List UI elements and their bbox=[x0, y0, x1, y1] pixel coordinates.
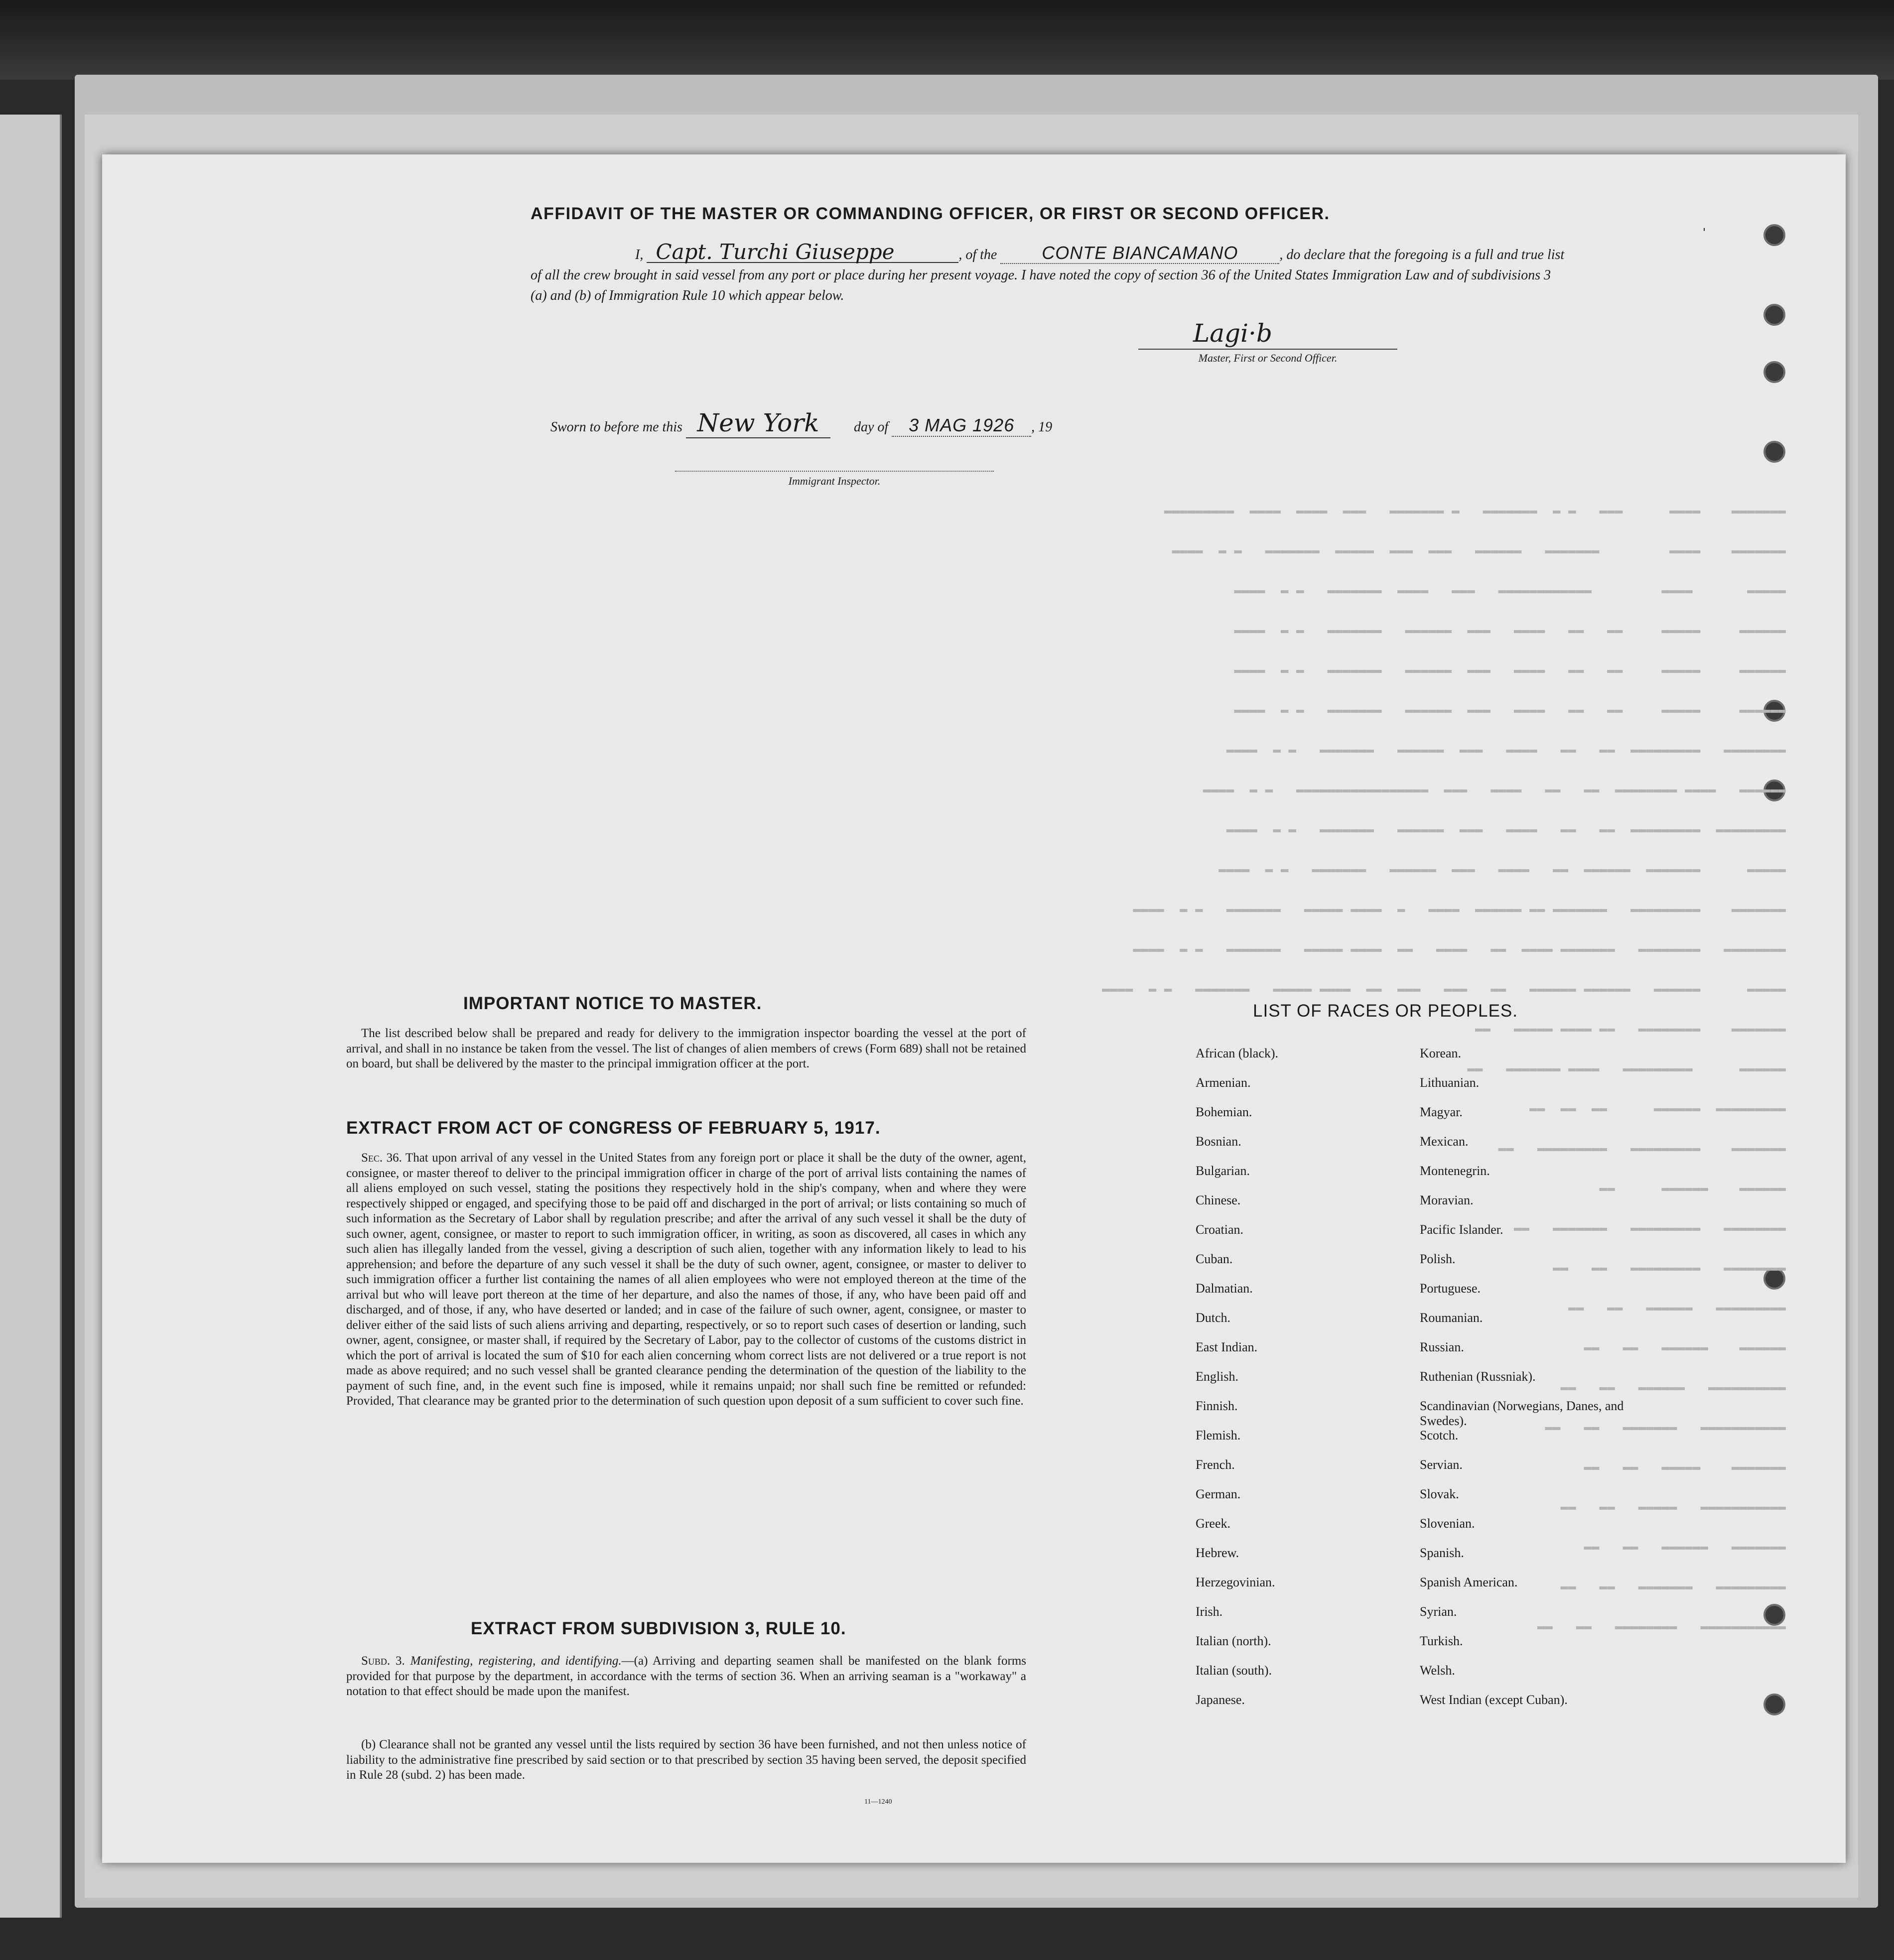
race-item: Magyar. bbox=[1420, 1105, 1463, 1119]
race-item: Dalmatian. bbox=[1196, 1281, 1253, 1296]
race-item: Chinese. bbox=[1196, 1193, 1241, 1207]
race-item: Hebrew. bbox=[1196, 1546, 1239, 1560]
race-item: Korean. bbox=[1420, 1046, 1462, 1060]
race-item: Bulgarian. bbox=[1196, 1164, 1250, 1178]
race-item: Turkish. bbox=[1420, 1634, 1463, 1648]
officer-signature: Lagi·b bbox=[1193, 319, 1272, 348]
form-number: 11—1240 bbox=[864, 1798, 892, 1806]
race-item: Russian. bbox=[1420, 1340, 1464, 1354]
race-item: Montenegrin. bbox=[1420, 1164, 1490, 1178]
punch-hole bbox=[1763, 304, 1785, 326]
year-suffix: , 19 bbox=[1031, 419, 1053, 435]
race-item: Moravian. bbox=[1420, 1193, 1474, 1207]
race-item: Armenian. bbox=[1196, 1075, 1251, 1090]
race-item: Roumanian. bbox=[1420, 1310, 1483, 1325]
manifest-page bbox=[102, 154, 1846, 1863]
scanner-backdrop bbox=[0, 0, 1894, 80]
races-list-left bbox=[1196, 1046, 1278, 1722]
officer-name-handwritten: Capt. Turchi Giuseppe bbox=[647, 242, 958, 263]
notice-text: The list described below shall be prepared and ready for delivery to the immigration inspector boarding the vessel at the port of arrival, and shall in no instance be taken from the vessel. The list of changes of alien members of crews (Form 689) shall not be retained on board, but shall be delivered by the master to the principal immigration officer at the port. bbox=[346, 1027, 1026, 1070]
race-item: English. bbox=[1196, 1369, 1238, 1384]
race-item: Mexican. bbox=[1420, 1134, 1469, 1149]
race-item: Lithuanian. bbox=[1420, 1075, 1480, 1090]
rule-extract-heading: EXTRACT FROM SUBDIVISION 3, RULE 10. bbox=[471, 1619, 846, 1638]
punch-hole bbox=[1763, 224, 1785, 246]
race-item: Dutch. bbox=[1196, 1310, 1231, 1325]
race-item: African (black). bbox=[1196, 1046, 1279, 1060]
race-item: Slovak. bbox=[1420, 1487, 1459, 1501]
sworn-prefix: Sworn to before me this bbox=[550, 419, 682, 435]
race-item: Greek. bbox=[1196, 1516, 1231, 1531]
sworn-place-handwritten: New York bbox=[686, 408, 830, 438]
sworn-line bbox=[550, 408, 1052, 438]
race-item: Welsh. bbox=[1420, 1663, 1455, 1678]
subd-label: Subd. 3. bbox=[361, 1654, 405, 1668]
race-item: Herzegovinian. bbox=[1196, 1575, 1275, 1589]
race-item: German. bbox=[1196, 1487, 1241, 1501]
signature-caption: Master, First or Second Officer. bbox=[1138, 349, 1397, 365]
race-item: Bosnian. bbox=[1196, 1134, 1241, 1149]
races-heading: LIST OF RACES OR PEOPLES. bbox=[1253, 1001, 1518, 1021]
subdivision-3a-text bbox=[346, 1654, 1026, 1699]
section-36-text bbox=[346, 1151, 1026, 1409]
vessel-name-stamp: CONTE BIANCAMANO bbox=[1000, 243, 1279, 264]
race-item: Japanese. bbox=[1196, 1693, 1245, 1707]
sworn-date-stamp: 3 MAG 1926 bbox=[892, 415, 1031, 437]
punch-hole bbox=[1763, 1694, 1785, 1715]
punch-hole bbox=[1763, 441, 1785, 463]
section-36-body: That upon arrival of any vessel in the United States from any foreign port or place it shall be the duty of the owner, agent, consignee, or master thereof to deliver to the principal immigration officer in charge of the port of arrival lists containing the names of all aliens employed on such vessel, stating the positions they respectively hold in the ship's company, when and where they were respectively shipped or engaged, and specifying those to be paid off and discharged in the port of arrival; or lists containing so much of such information as the Secretary of Labor shall by regulation prescribe; and after the arrival of any such vessel it shall be the duty of such owner, agent, consignee, or master to report to such immigration officer, in writing, as soon as discovered, all cases in which any such alien has illegally landed from the vessel, giving a description of such alien, together with any information likely to lead to his apprehension; and before the departure of any such vessel it shall be the duty of such owner, agent, consignee, or master to deliver to such immigration officer a further list containing the names of all alien employees who were not employed thereon at the time of the arrival but who will leave port thereon at the time of her departure, and also the names of those, if any, who have been paid off and discharged, and of those, if any, who have deserted or landed; and in case of the failure of such owner, agent, consignee, or master to deliver either of the said lists of such aliens arriving and departing, respectively, or so to report such cases of desertion or landing, such owner, agent, consignee, or master shall, if required by the Secretary of Labor, pay to the collector of customs of the customs district in which the port of arrival is located the sum of $10 for each alien concerning whom correct lists are not delivered or a true report is not made as above required; and no such vessel shall be granted clearance pending the determination of the question of the liability to the payment of such fine, and, in the event such fine is imposed, while it remains unpaid; nor shall such fine be remitted or refunded: Provided, That clearance may be granted prior to the determination of such question upon deposit of a sum sufficient to cover such fine. bbox=[346, 1151, 1027, 1408]
race-item: Finnish. bbox=[1196, 1399, 1238, 1413]
inspector-caption: Immigrant Inspector. bbox=[675, 471, 994, 488]
race-item: Servian. bbox=[1420, 1457, 1463, 1472]
race-item: French. bbox=[1196, 1457, 1235, 1472]
races-list-right bbox=[1420, 1046, 1629, 1722]
race-item: West Indian (except Cuban). bbox=[1420, 1693, 1568, 1707]
race-item: Scandinavian (Norwegians, Danes, and Swedes). bbox=[1420, 1399, 1624, 1428]
declaration-text: that the foregoing is a full and true list of all the crew brought in said vessel from any port or place during her present voyage. I have noted the copy of section 36 of the United States Immigration Law and of subdivisions 3 (a) and (b) of Immigration Rule 10 which appear below. bbox=[531, 247, 1565, 303]
race-item: Flemish. bbox=[1196, 1428, 1241, 1442]
declaration-prefix: I, bbox=[635, 247, 644, 262]
affidavit-title: AFFIDAVIT OF THE MASTER OR COMMANDING OFFICER, OR FIRST OR SECOND OFFICER. bbox=[531, 204, 1330, 223]
race-item: Polish. bbox=[1420, 1252, 1456, 1266]
affidavit-declaration bbox=[531, 242, 1567, 306]
race-item: Italian (south). bbox=[1196, 1663, 1272, 1678]
left-page-edge bbox=[0, 115, 62, 1918]
race-item: Pacific Islander. bbox=[1420, 1222, 1503, 1237]
section-36-label: Sec. 36. bbox=[361, 1151, 402, 1165]
race-item: East Indian. bbox=[1196, 1340, 1258, 1354]
race-item: Slovenian. bbox=[1420, 1516, 1475, 1531]
race-item: Scotch. bbox=[1420, 1428, 1459, 1442]
subd-a-body: —(a) Arriving and departing seamen shall be manifested on the blank forms provided for that purpose by the department, in accordance with the terms of section 36. When an arriving seaman is a "workaway" a notation to that effect should be made upon the manifest. bbox=[346, 1654, 1026, 1698]
race-item: Croatian. bbox=[1196, 1222, 1244, 1237]
act-extract-heading: EXTRACT FROM ACT OF CONGRESS OF FEBRUARY 5, 1917. bbox=[346, 1118, 881, 1138]
notice-heading: IMPORTANT NOTICE TO MASTER. bbox=[463, 994, 762, 1013]
do-declare-label: , do declare bbox=[1279, 247, 1346, 262]
bleed-through-crew-rows: ▬▬▬▬▬▬▬ ▬▬▬▬ ▬▬▬ ▬ ▬ ▬▬▬▬▬▬▬ ▬ ▬▬▬▬▬▬▬ ▬▬▬ ▬▬▬▬ ▬▬▬▬ ▬▬▬▬▬▬▬▬▬ ▬▬▬▬▬▬▬ ▬▬▬▬ ▬▬▬▬▬▬▬ ▬▬▬▬▬▬ ▬▬▬ ▬▬▬ ▬▬▬▬▬ ▬▬▬▬▬▬▬ ▬ ▬ ▬▬▬▬ ▬▬▬▬▬ ▬▬▬▬ ▬▬▬▬▬▬▬▬▬▬▬▬ ▬▬▬ ▬▬▬▬ ▬▬▬▬▬▬▬ ▬ ▬ ▬▬▬▬ ▬▬▬▬▬▬ ▬▬▬▬▬ ▬▬ ▬▬ ▬▬▬▬ ▬▬▬ ▬▬▬▬▬▬ ▬▬▬▬▬▬▬ ▬ ▬ ▬▬▬▬ ▬▬▬▬▬▬ ▬▬▬▬▬ ▬▬ ▬▬ ▬▬▬▬ ▬▬▬ ▬▬▬▬▬▬ ▬▬▬▬▬▬▬ ▬ ▬ ▬▬▬▬ ▬▬▬▬▬▬ ▬▬▬▬▬ ▬▬ ▬▬ ▬▬▬▬ ▬▬▬ ▬▬▬▬▬▬ ▬▬▬▬▬▬▬ ▬ ▬ ▬▬▬▬ ▬▬▬▬▬▬▬▬ ▬▬▬▬▬▬▬▬▬ ▬▬ ▬▬ ▬▬▬▬ ▬▬▬ ▬▬▬▬▬▬ ▬▬▬▬▬▬▬ ▬ ▬ ▬▬▬▬ ▬▬▬▬▬▬ ▬▬▬▬ ▬▬▬▬▬▬▬▬ ▬▬ ▬▬ ▬▬▬▬ ▬▬▬ ▬▬▬▬▬▬▬▬▬▬▬▬▬▬▬▬▬ ▬ ▬ ▬▬▬▬ ▬▬▬▬▬▬▬▬▬ ▬▬▬▬▬▬▬▬▬ ▬▬ ▬▬ ▬▬▬▬ ▬▬▬ ▬▬▬▬▬▬ ▬▬▬▬▬▬▬ ▬ ▬ ▬▬▬▬ ▬▬▬▬▬ ▬▬▬▬▬▬▬ ▬▬▬▬▬▬ ▬▬ ▬▬▬▬ ▬▬▬ ▬▬▬▬▬▬ ▬▬▬▬▬▬▬ ▬ ▬ ▬▬▬▬ ▬▬▬▬▬▬▬ ▬▬▬▬▬▬▬▬▬ ▬▬▬▬▬▬▬ ▬▬ ▬▬▬▬▬▬ ▬▬▬▬ ▬ ▬▬▬▬ ▬▬▬▬▬ ▬▬▬▬▬▬▬ ▬ ▬ ▬▬▬▬ ▬▬▬▬▬▬▬▬ ▬▬▬▬▬▬▬▬ ▬▬▬▬▬▬▬ ▬▬▬▬ ▬▬ ▬▬▬▬ ▬▬ ▬▬▬▬ ▬▬▬▬▬ ▬▬▬▬▬▬▬ ▬ ▬ ▬▬▬▬ ▬▬▬▬▬ ▬▬▬▬▬▬ ▬▬▬▬▬▬ ▬▬▬▬▬▬ ▬▬ ▬▬▬ ▬▬▬ ▬▬ ▬▬▬▬ ▬▬▬▬▬ ▬▬▬▬▬▬▬ ▬ ▬ ▬▬▬▬ ▬▬▬▬▬▬▬ ▬▬▬▬▬▬▬▬ ▬▬ ▬▬▬▬ ▬▬▬▬▬ ▬▬ ▬▬▬▬▬▬ ▬▬▬▬▬▬▬▬▬ ▬▬▬▬ ▬▬▬▬▬▬▬ ▬▬ ▬▬▬▬▬▬▬▬▬ ▬▬▬▬▬▬ ▬▬ ▬▬ ▬▬ ▬▬▬▬▬▬▬ ▬▬▬▬▬▬▬▬▬ ▬▬▬▬▬▬▬▬▬ ▬▬ ▬▬▬▬▬▬ ▬▬▬▬▬▬ ▬▬ ▬▬▬▬▬▬▬▬ ▬▬▬▬▬▬▬▬▬ ▬▬▬▬▬▬▬ ▬▬ ▬▬▬▬▬▬▬▬ ▬▬▬▬▬▬▬▬▬ ▬▬ ▬▬ ▬▬▬▬▬▬▬▬▬ ▬▬▬▬▬▬ ▬▬ ▬▬ ▬▬▬▬▬▬ ▬▬▬▬▬▬ ▬▬ ▬▬ ▬▬▬▬▬▬▬▬▬▬ ▬▬▬▬▬▬ ▬▬ ▬▬ ▬▬▬▬▬▬▬▬▬▬▬ ▬▬▬▬▬▬▬ ▬▬ ▬▬ ▬▬▬▬▬▬▬ ▬▬▬▬▬ ▬▬ ▬▬ ▬▬▬▬▬▬▬▬▬▬▬ ▬▬▬▬▬ ▬▬ ▬▬ ▬▬▬▬▬▬▬ ▬▬▬▬▬▬ ▬▬ ▬▬ ▬▬▬▬▬▬▬▬▬ ▬▬▬▬▬▬▬ ▬▬ ▬▬ ▬▬▬▬▬▬▬▬▬▬▬ ▬▬▬▬▬▬▬▬ ▬▬ ▬▬ bbox=[1101, 503, 1786, 1634]
race-item: Syrian. bbox=[1420, 1604, 1457, 1619]
race-item: Italian (north). bbox=[1196, 1634, 1271, 1648]
day-of-label: day of bbox=[853, 419, 889, 435]
race-item: Bohemian. bbox=[1196, 1105, 1252, 1119]
race-item: Portuguese. bbox=[1420, 1281, 1481, 1296]
race-item: Ruthenian (Russniak). bbox=[1420, 1369, 1536, 1384]
race-item: Spanish. bbox=[1420, 1546, 1464, 1560]
pencil-tick-mark: ˈ bbox=[1701, 225, 1707, 245]
race-item: Cuban. bbox=[1196, 1252, 1233, 1266]
subdivision-3b-text: (b) Clearance shall not be granted any vessel until the lists required by section 36 have been furnished, and not then unless notice of liability to the administrative fine prescribed by said section or to that prescribed by section 35 having been served, the deposit specified in Rule 28 (subd. 2) has been made. bbox=[346, 1738, 1026, 1782]
race-item: Irish. bbox=[1196, 1604, 1223, 1619]
of-the-label: , of the bbox=[958, 247, 997, 262]
punch-hole bbox=[1763, 361, 1785, 383]
race-item: Spanish American. bbox=[1420, 1575, 1518, 1589]
subd-title: Manifesting, registering, and identifying. bbox=[410, 1654, 622, 1668]
